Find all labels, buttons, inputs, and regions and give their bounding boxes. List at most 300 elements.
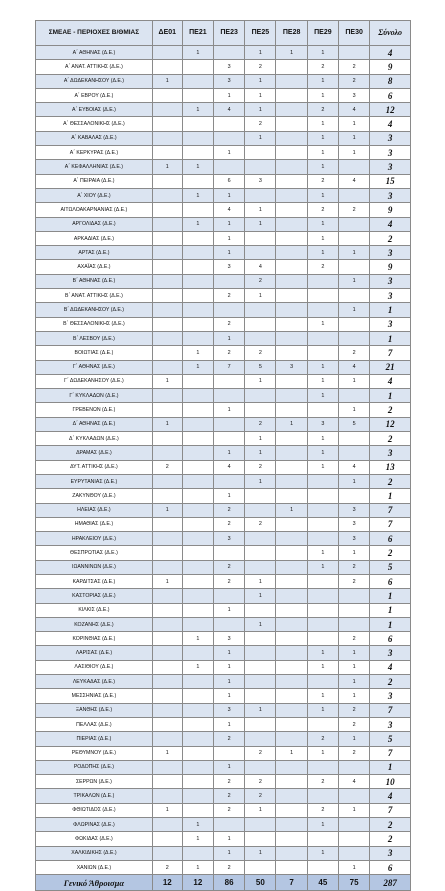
count-cell: 1 — [307, 46, 338, 60]
row-total-cell: 2 — [370, 832, 411, 846]
area-name-cell: Γ΄ ΚΥΚΛΑΔΩΝ (Δ.Ε.) — [36, 389, 153, 403]
table-row — [36, 703, 411, 717]
count-cell: 5 — [245, 360, 276, 374]
table-row — [36, 832, 411, 846]
count-cell — [182, 146, 213, 160]
table-row — [36, 689, 411, 703]
count-cell — [182, 389, 213, 403]
count-cell — [213, 617, 244, 631]
table-row — [36, 246, 411, 260]
table-row — [36, 717, 411, 731]
row-total-cell: 7 — [370, 703, 411, 717]
count-cell: 1 — [338, 646, 369, 660]
count-cell: 2 — [213, 732, 244, 746]
count-cell — [182, 574, 213, 588]
count-cell — [276, 760, 307, 774]
count-cell — [338, 260, 369, 274]
count-cell — [245, 231, 276, 245]
table-body — [36, 46, 411, 875]
count-cell: 1 — [182, 632, 213, 646]
count-cell: 3 — [213, 632, 244, 646]
count-cell: 4 — [338, 460, 369, 474]
count-cell — [152, 246, 182, 260]
area-name-cell: ΡΟΔΟΠΗΣ (Δ.Ε.) — [36, 760, 153, 774]
count-cell: 3 — [338, 88, 369, 102]
count-cell — [152, 117, 182, 131]
area-name-cell: ΑΡΚΑΔΙΑΣ (Δ.Ε.) — [36, 231, 153, 245]
count-cell: 1 — [338, 689, 369, 703]
count-cell: 1 — [276, 417, 307, 431]
count-cell — [307, 617, 338, 631]
count-cell — [152, 675, 182, 689]
area-name-cell: ΛΑΣΙΘΙΟΥ (Δ.Ε.) — [36, 660, 153, 674]
row-total-cell: 3 — [370, 274, 411, 288]
count-cell — [245, 603, 276, 617]
count-cell: 2 — [245, 460, 276, 474]
count-cell: 1 — [182, 346, 213, 360]
count-cell — [276, 832, 307, 846]
area-name-cell: ΑΧΑΪΑΣ (Δ.Ε.) — [36, 260, 153, 274]
count-cell — [152, 632, 182, 646]
count-cell: 1 — [213, 231, 244, 245]
count-cell: 2 — [307, 203, 338, 217]
count-cell — [213, 131, 244, 145]
count-cell — [276, 589, 307, 603]
count-cell — [338, 188, 369, 202]
count-cell: 1 — [152, 374, 182, 388]
count-cell — [245, 532, 276, 546]
count-cell — [213, 274, 244, 288]
count-cell — [307, 532, 338, 546]
count-cell: 2 — [338, 203, 369, 217]
count-cell: 1 — [182, 46, 213, 60]
count-cell — [152, 446, 182, 460]
count-cell — [152, 432, 182, 446]
row-total-cell: 7 — [370, 803, 411, 817]
count-cell — [152, 331, 182, 345]
row-total-cell: 4 — [370, 789, 411, 803]
count-cell — [182, 289, 213, 303]
count-cell: 4 — [338, 174, 369, 188]
count-cell — [245, 389, 276, 403]
table-row — [36, 46, 411, 60]
grand-total-cell: 75 — [338, 875, 369, 891]
count-cell — [276, 660, 307, 674]
table-row — [36, 203, 411, 217]
table-row — [36, 374, 411, 388]
row-total-cell: 3 — [370, 317, 411, 331]
count-cell: 1 — [307, 231, 338, 245]
count-cell — [338, 846, 369, 860]
count-cell — [152, 732, 182, 746]
count-cell: 3 — [245, 174, 276, 188]
count-cell — [182, 717, 213, 731]
count-cell: 1 — [245, 131, 276, 145]
count-cell — [276, 88, 307, 102]
count-cell — [276, 274, 307, 288]
count-cell — [182, 775, 213, 789]
row-total-cell: 3 — [370, 717, 411, 731]
count-cell — [338, 331, 369, 345]
grand-total-cell: 45 — [307, 875, 338, 891]
row-total-cell: 3 — [370, 289, 411, 303]
area-name-cell: ΒΟΙΩΤΙΑΣ (Δ.Ε.) — [36, 346, 153, 360]
count-cell — [276, 632, 307, 646]
table-row — [36, 131, 411, 145]
count-cell: 1 — [245, 474, 276, 488]
count-cell — [307, 717, 338, 731]
count-cell: 2 — [338, 632, 369, 646]
count-cell — [245, 632, 276, 646]
count-cell: 1 — [276, 46, 307, 60]
count-cell: 2 — [307, 803, 338, 817]
count-cell: 1 — [213, 403, 244, 417]
count-cell: 2 — [213, 560, 244, 574]
row-total-cell: 13 — [370, 460, 411, 474]
count-cell: 4 — [213, 103, 244, 117]
count-cell — [152, 660, 182, 674]
count-cell: 4 — [338, 103, 369, 117]
count-cell: 1 — [182, 818, 213, 832]
count-cell — [276, 546, 307, 560]
table-row — [36, 432, 411, 446]
count-cell — [213, 303, 244, 317]
count-cell: 2 — [245, 346, 276, 360]
count-cell — [276, 532, 307, 546]
count-cell — [276, 103, 307, 117]
count-cell: 1 — [182, 188, 213, 202]
table-row — [36, 88, 411, 102]
count-cell — [182, 231, 213, 245]
count-cell — [213, 474, 244, 488]
table-row — [36, 331, 411, 345]
count-cell — [182, 489, 213, 503]
area-name-cell: Β΄ ΑΝΑΤ. ΑΤΤΙΚΗΣ (Δ.Ε.) — [36, 289, 153, 303]
row-total-cell: 21 — [370, 360, 411, 374]
row-total-cell: 4 — [370, 117, 411, 131]
count-cell — [152, 260, 182, 274]
area-name-cell: Β΄ ΛΕΣΒΟΥ (Δ.Ε.) — [36, 331, 153, 345]
count-cell — [307, 632, 338, 646]
count-cell: 1 — [213, 646, 244, 660]
count-cell — [276, 675, 307, 689]
count-cell — [307, 489, 338, 503]
count-cell — [338, 789, 369, 803]
area-name-cell: ΚΟΖΑΝΗΣ (Δ.Ε.) — [36, 617, 153, 631]
table-row — [36, 60, 411, 74]
count-cell: 1 — [245, 46, 276, 60]
count-cell: 2 — [338, 574, 369, 588]
count-cell: 2 — [307, 174, 338, 188]
area-name-cell: Β΄ ΑΘΗΝΑΣ (Δ.Ε.) — [36, 274, 153, 288]
row-total-cell: 12 — [370, 417, 411, 431]
count-cell: 1 — [338, 403, 369, 417]
count-cell — [276, 331, 307, 345]
count-cell — [182, 460, 213, 474]
count-cell — [152, 88, 182, 102]
count-cell: 1 — [307, 546, 338, 560]
count-cell: 1 — [182, 832, 213, 846]
count-cell — [152, 231, 182, 245]
count-cell — [182, 88, 213, 102]
count-cell: 2 — [152, 860, 182, 874]
table-row — [36, 389, 411, 403]
table-row — [36, 517, 411, 531]
count-cell — [307, 860, 338, 874]
count-cell — [182, 703, 213, 717]
area-name-cell: ΙΩΑΝΝΙΝΩΝ (Δ.Ε.) — [36, 560, 153, 574]
count-cell: 2 — [338, 60, 369, 74]
count-cell — [276, 574, 307, 588]
count-cell — [276, 74, 307, 88]
count-cell — [213, 746, 244, 760]
count-cell: 2 — [213, 503, 244, 517]
area-name-cell: ΞΑΝΘΗΣ (Δ.Ε.) — [36, 703, 153, 717]
count-cell — [182, 732, 213, 746]
count-cell — [152, 317, 182, 331]
table-row — [36, 489, 411, 503]
count-cell — [182, 675, 213, 689]
count-cell — [213, 46, 244, 60]
area-name-cell: ΗΡΑΚΛΕΙΟΥ (Δ.Ε.) — [36, 532, 153, 546]
area-name-cell: Α΄ ΕΥΒΟΙΑΣ (Δ.Ε.) — [36, 103, 153, 117]
row-total-cell: 1 — [370, 760, 411, 774]
table-row — [36, 660, 411, 674]
table-row — [36, 74, 411, 88]
area-name-cell: Α΄ ΧΙΟΥ (Δ.Ε.) — [36, 188, 153, 202]
area-name-cell: ΚΟΡΙΝΘΙΑΣ (Δ.Ε.) — [36, 632, 153, 646]
row-total-cell: 6 — [370, 860, 411, 874]
header-row — [36, 21, 411, 46]
count-cell: 1 — [276, 503, 307, 517]
table-row — [36, 289, 411, 303]
count-cell — [245, 675, 276, 689]
count-cell — [276, 717, 307, 731]
count-cell: 2 — [245, 517, 276, 531]
count-cell: 2 — [213, 346, 244, 360]
count-cell — [152, 60, 182, 74]
count-cell — [152, 303, 182, 317]
count-cell — [152, 360, 182, 374]
table-row — [36, 789, 411, 803]
count-cell: 1 — [307, 131, 338, 145]
staffing-table — [35, 20, 411, 891]
area-column-header: ΣΜΕΑΕ - ΠΕΡΙΟΧΕΣ Β/ΘΜΙΑΣ — [36, 21, 153, 46]
count-cell: 1 — [307, 117, 338, 131]
count-cell: 2 — [245, 117, 276, 131]
count-cell — [276, 303, 307, 317]
table-row — [36, 460, 411, 474]
count-cell — [213, 546, 244, 560]
count-cell — [182, 331, 213, 345]
area-name-cell: ΓΡΕΒΕΝΩΝ (Δ.Ε.) — [36, 403, 153, 417]
count-cell: 2 — [338, 717, 369, 731]
count-cell — [182, 246, 213, 260]
count-cell: 1 — [307, 146, 338, 160]
count-cell: 1 — [245, 217, 276, 231]
count-cell: 1 — [213, 760, 244, 774]
count-cell: 2 — [213, 860, 244, 874]
count-cell: 1 — [213, 832, 244, 846]
count-cell — [276, 460, 307, 474]
area-name-cell: ΗΛΕΙΑΣ (Δ.Ε.) — [36, 503, 153, 517]
row-total-cell: 7 — [370, 517, 411, 531]
count-cell: 1 — [213, 675, 244, 689]
count-cell: 1 — [245, 374, 276, 388]
count-cell: 2 — [338, 74, 369, 88]
grand-total-label: Γενικό Άθροισμα — [36, 875, 153, 891]
count-cell — [307, 789, 338, 803]
table-row — [36, 303, 411, 317]
count-cell — [182, 560, 213, 574]
count-cell — [245, 818, 276, 832]
count-cell — [276, 317, 307, 331]
area-name-cell: ΑΙΤΩΛΟΑΚΑΡΝΑΝΙΑΣ (Δ.Ε.) — [36, 203, 153, 217]
count-cell — [276, 260, 307, 274]
area-name-cell: ΔΡΑΜΑΣ (Δ.Ε.) — [36, 446, 153, 460]
row-total-cell: 4 — [370, 660, 411, 674]
count-cell — [182, 474, 213, 488]
count-cell — [307, 331, 338, 345]
count-cell — [182, 617, 213, 631]
count-cell — [182, 403, 213, 417]
count-cell — [152, 846, 182, 860]
table-row — [36, 617, 411, 631]
count-cell: 4 — [213, 460, 244, 474]
row-total-cell: 6 — [370, 88, 411, 102]
row-total-cell: 1 — [370, 389, 411, 403]
area-name-cell: ΑΡΓΟΛΙΔΑΣ (Δ.Ε.) — [36, 217, 153, 231]
count-cell — [182, 131, 213, 145]
count-cell — [182, 589, 213, 603]
count-cell — [245, 646, 276, 660]
count-cell: 1 — [338, 246, 369, 260]
count-cell — [307, 474, 338, 488]
grand-total-cell: 86 — [213, 875, 244, 891]
row-total-cell: 1 — [370, 489, 411, 503]
count-cell: 1 — [245, 446, 276, 460]
count-cell: 1 — [338, 675, 369, 689]
count-cell — [245, 660, 276, 674]
count-cell: 1 — [307, 246, 338, 260]
count-cell — [152, 103, 182, 117]
count-cell — [338, 832, 369, 846]
column-header-pe21: ΠΕ21 — [182, 21, 213, 46]
count-cell — [152, 188, 182, 202]
count-cell: 1 — [307, 217, 338, 231]
count-cell: 1 — [245, 574, 276, 588]
area-name-cell: Γ΄ ΔΩΔΕΚΑΝΗΣΟΥ (Δ.Ε.) — [36, 374, 153, 388]
table-footer — [36, 875, 411, 891]
count-cell: 1 — [152, 74, 182, 88]
table-row — [36, 474, 411, 488]
area-name-cell: ΕΥΡΥΤΑΝΙΑΣ (Δ.Ε.) — [36, 474, 153, 488]
count-cell — [307, 760, 338, 774]
count-cell: 1 — [245, 74, 276, 88]
count-cell — [307, 832, 338, 846]
count-cell: 4 — [213, 203, 244, 217]
count-cell — [338, 217, 369, 231]
count-cell — [307, 289, 338, 303]
row-total-cell: 4 — [370, 217, 411, 231]
column-header-de01: ΔΕ01 — [152, 21, 182, 46]
count-cell — [276, 432, 307, 446]
count-cell — [245, 689, 276, 703]
count-cell: 3 — [338, 532, 369, 546]
count-cell — [152, 717, 182, 731]
column-header-pe28: ΠΕ28 — [276, 21, 307, 46]
count-cell — [276, 446, 307, 460]
count-cell: 1 — [338, 660, 369, 674]
count-cell: 1 — [307, 74, 338, 88]
count-cell: 1 — [338, 303, 369, 317]
area-name-cell: ΛΑΡΙΣΑΣ (Δ.Ε.) — [36, 646, 153, 660]
area-name-cell: ΤΡΙΚΑΛΩΝ (Δ.Ε.) — [36, 789, 153, 803]
table-header — [36, 21, 411, 46]
count-cell — [276, 689, 307, 703]
count-cell: 1 — [245, 803, 276, 817]
count-cell — [152, 589, 182, 603]
row-total-cell: 1 — [370, 331, 411, 345]
count-cell — [152, 546, 182, 560]
count-cell: 1 — [152, 746, 182, 760]
table-row — [36, 546, 411, 560]
row-total-cell: 3 — [370, 188, 411, 202]
table-row — [36, 503, 411, 517]
row-total-cell: 2 — [370, 474, 411, 488]
row-total-cell: 3 — [370, 646, 411, 660]
count-cell — [213, 432, 244, 446]
count-cell: 1 — [307, 660, 338, 674]
count-cell — [276, 846, 307, 860]
area-name-cell: ΣΕΡΡΩΝ (Δ.Ε.) — [36, 775, 153, 789]
table-row — [36, 146, 411, 160]
area-name-cell: ΠΕΛΛΑΣ (Δ.Ε.) — [36, 717, 153, 731]
table-row — [36, 775, 411, 789]
count-cell: 3 — [338, 503, 369, 517]
count-cell — [245, 717, 276, 731]
count-cell — [276, 117, 307, 131]
count-cell — [338, 589, 369, 603]
count-cell: 2 — [213, 775, 244, 789]
count-cell: 1 — [213, 217, 244, 231]
table-row — [36, 103, 411, 117]
area-name-cell: Β΄ ΘΕΣΣΑΛΟΝΙΚΗΣ (Δ.Ε.) — [36, 317, 153, 331]
table-row — [36, 589, 411, 603]
count-cell — [182, 174, 213, 188]
count-cell: 1 — [245, 103, 276, 117]
count-cell: 1 — [307, 560, 338, 574]
count-cell — [245, 146, 276, 160]
table-row — [36, 846, 411, 860]
count-cell — [338, 46, 369, 60]
area-name-cell: ΛΕΥΚΑΔΑΣ (Δ.Ε.) — [36, 675, 153, 689]
count-cell — [152, 603, 182, 617]
count-cell — [213, 374, 244, 388]
count-cell: 1 — [307, 460, 338, 474]
count-cell: 2 — [338, 346, 369, 360]
table-row — [36, 274, 411, 288]
count-cell: 3 — [213, 74, 244, 88]
count-cell: 1 — [182, 360, 213, 374]
count-cell — [276, 703, 307, 717]
row-total-cell: 9 — [370, 260, 411, 274]
count-cell — [152, 174, 182, 188]
count-cell: 2 — [338, 560, 369, 574]
table-row — [36, 403, 411, 417]
count-cell: 2 — [307, 775, 338, 789]
count-cell — [276, 617, 307, 631]
